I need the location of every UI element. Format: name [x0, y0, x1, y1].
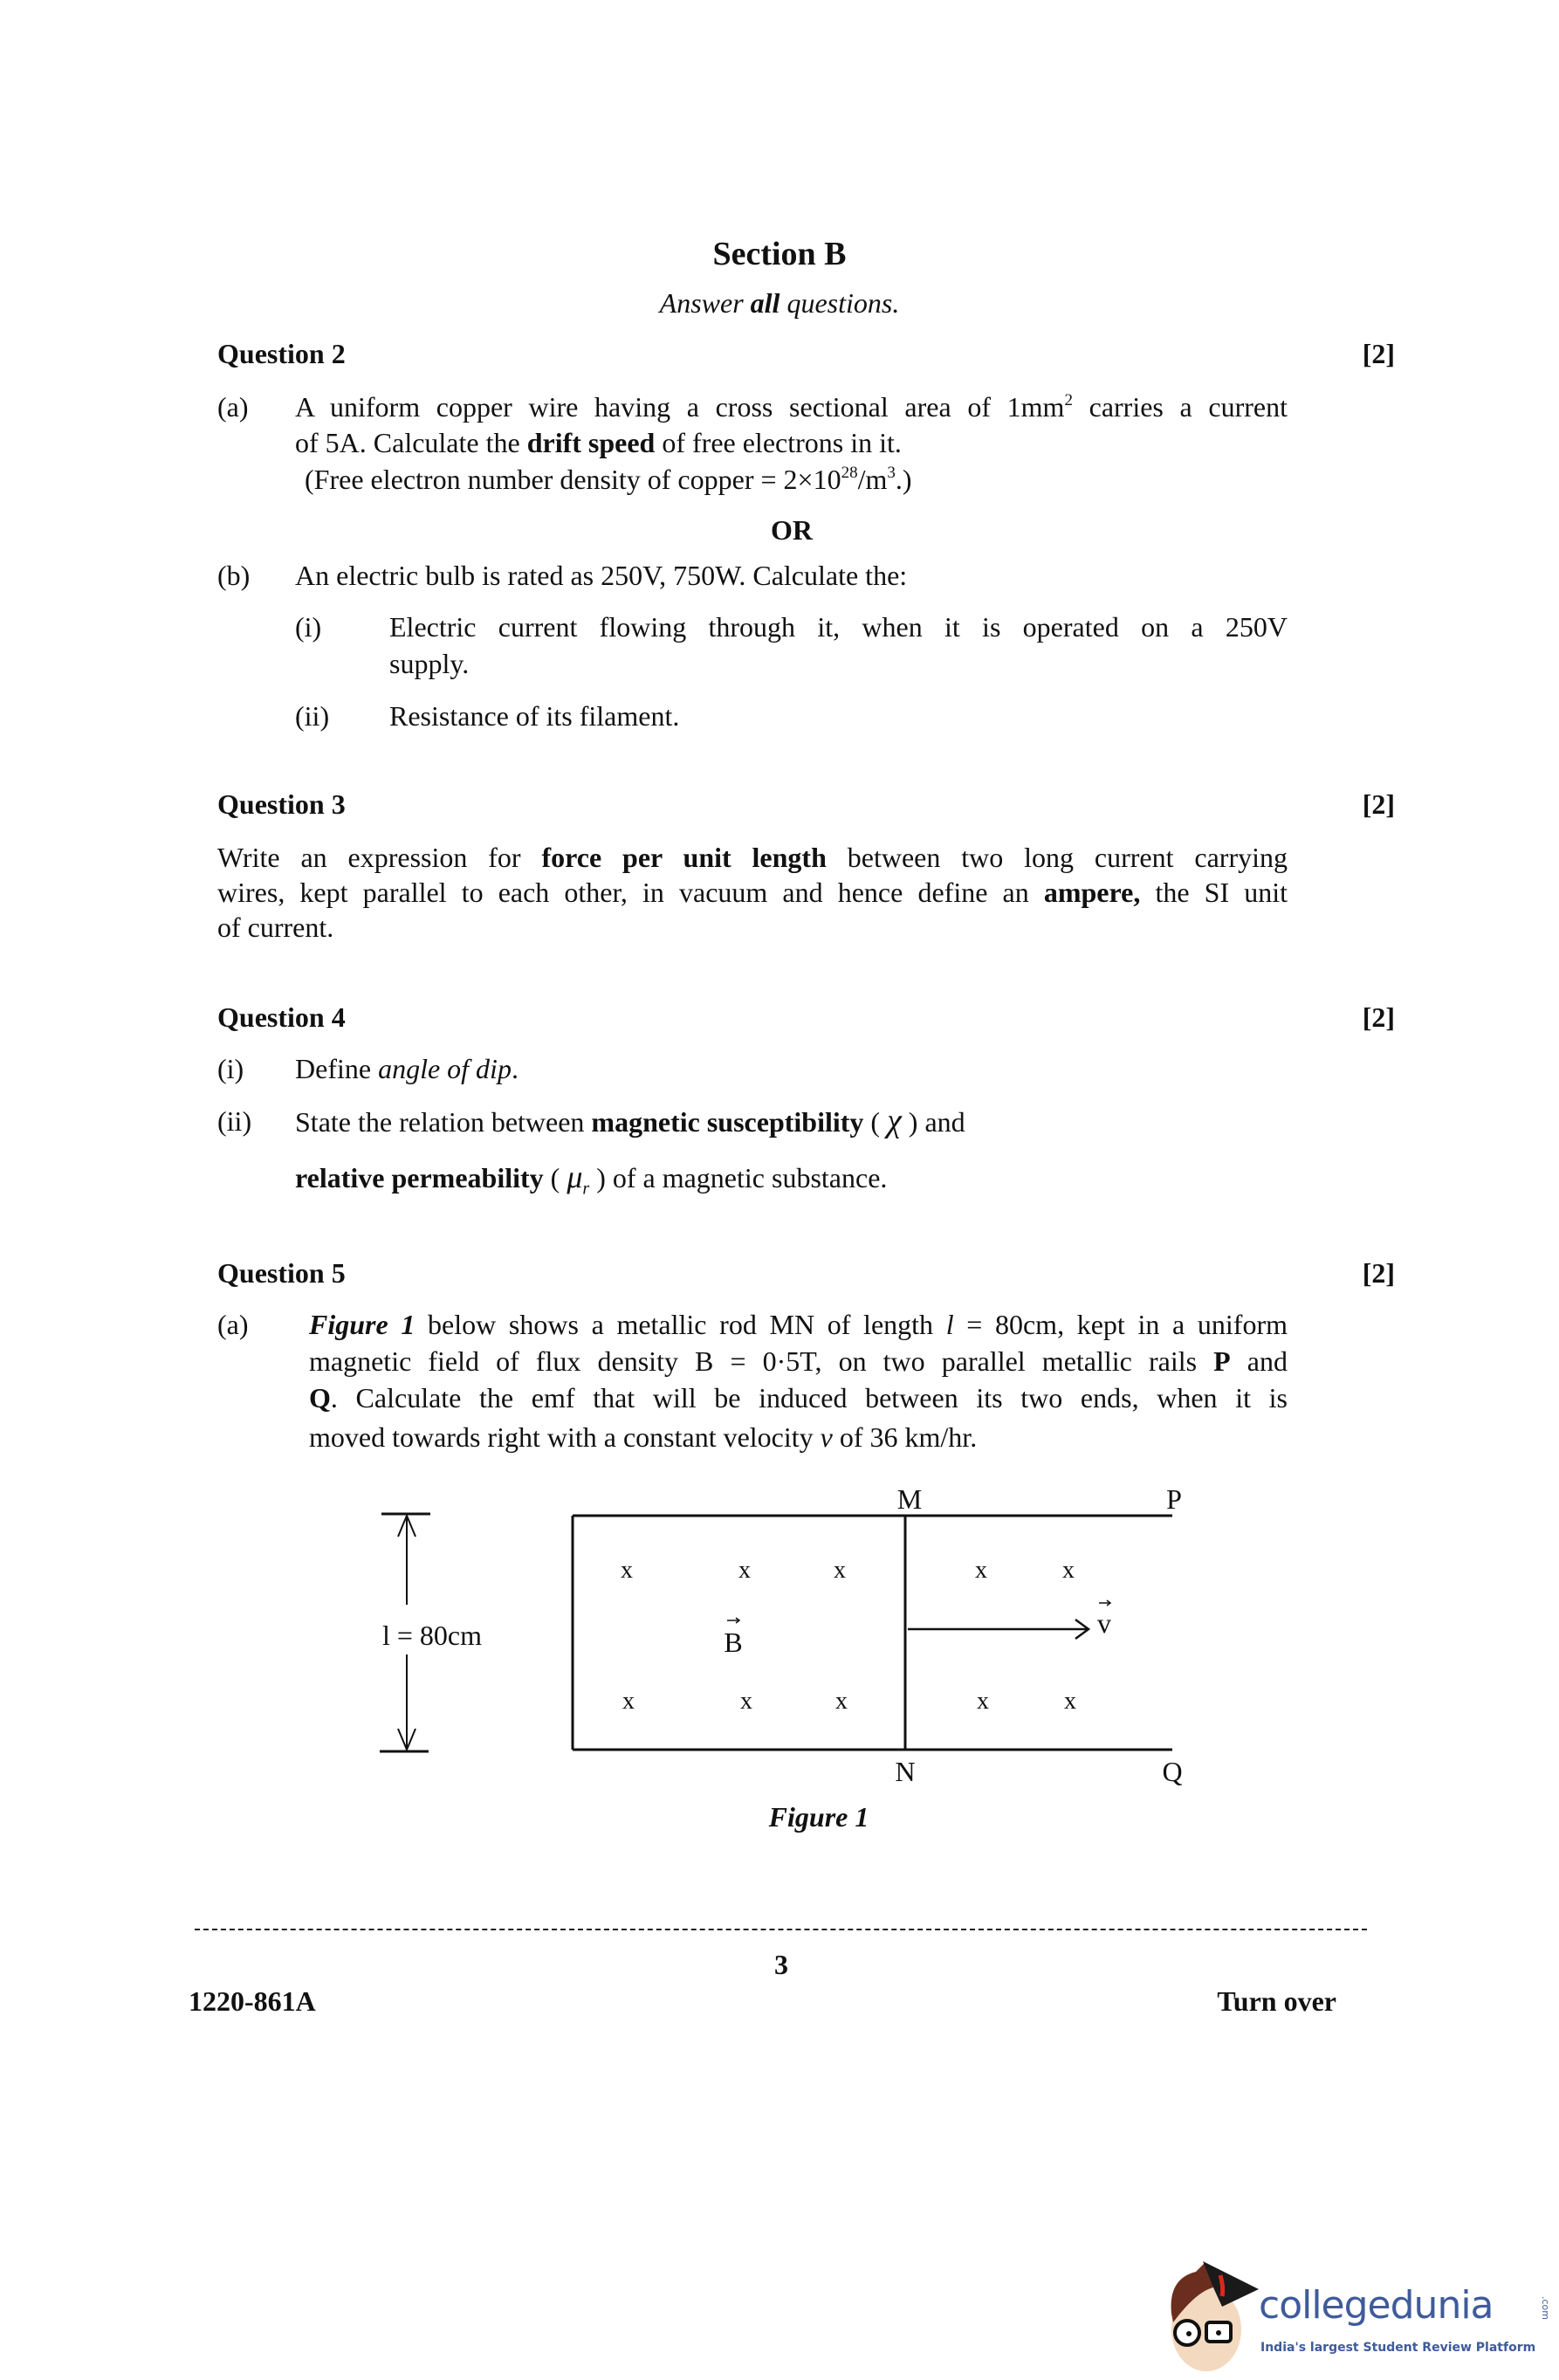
superscript: 3: [887, 464, 896, 482]
chi-symbol: χ: [887, 1103, 902, 1139]
label-m: M: [896, 1483, 923, 1515]
field-vector-arrow-icon: [727, 1618, 739, 1623]
field-mark: x: [835, 1688, 848, 1715]
q2-bii-text: Resistance of its filament.: [389, 700, 680, 732]
text-italic: angle of dip: [378, 1053, 512, 1084]
mu-symbol: μ: [567, 1159, 583, 1194]
question-5-marks: [2]: [1362, 1257, 1395, 1289]
text: (: [863, 1106, 888, 1138]
q2-bii-label: (ii): [295, 700, 330, 732]
question-2-title: Question 2: [217, 338, 346, 369]
text-bold: drift speed: [526, 427, 656, 458]
field-mark: x: [977, 1688, 989, 1715]
field-mark: x: [834, 1557, 846, 1584]
footer-divider: [195, 1929, 1367, 1930]
text: and: [1230, 1345, 1288, 1377]
text: .): [895, 464, 912, 495]
field-mark: x: [1062, 1557, 1075, 1584]
question-3-title: Question 3: [217, 788, 346, 820]
text: Define: [295, 1053, 379, 1084]
velocity-vector-arrow-icon: [1099, 1600, 1110, 1606]
paper-code: 1220-861A: [189, 1985, 316, 2017]
text: A uniform copper wire having a cross sectional area of 1mm: [295, 391, 1065, 423]
text: magnetic field of flux density B = 0·5T, on two parallel metallic rails: [309, 1345, 1214, 1377]
mascot-icon: [1161, 2253, 1266, 2375]
question-2-marks: [2]: [1362, 338, 1395, 369]
superscript: 28: [841, 464, 858, 482]
text-italic: l: [945, 1309, 954, 1340]
figure-ref: Figure 1: [309, 1309, 416, 1340]
text: ) and: [901, 1106, 965, 1138]
text: moved towards right with a constant velocity: [309, 1421, 821, 1453]
q5-a-label: (a): [217, 1309, 249, 1340]
field-mark: x: [1064, 1688, 1076, 1715]
label-p: P: [1166, 1483, 1182, 1515]
instr-pre: Answer: [659, 287, 751, 319]
question-4-marks: [2]: [1362, 1001, 1395, 1033]
q2-bi-label: (i): [295, 611, 322, 643]
field-mark: x: [621, 1557, 633, 1584]
collegedunia-logo: [1161, 2253, 1559, 2380]
text-bold: ampere,: [1043, 877, 1141, 908]
field-mark: x: [738, 1557, 751, 1584]
section-title: Section B: [712, 236, 847, 272]
figure-caption: Figure 1: [768, 1801, 869, 1833]
text: the SI unit: [1140, 877, 1288, 908]
q2-or: OR: [771, 514, 813, 546]
question-4-title: Question 4: [217, 1001, 346, 1033]
text: wires, kept parallel to each other, in vacuum and hence define an: [217, 877, 1044, 908]
q2-bi-line1: Electric current flowing through it, when it is operated on a 250V: [389, 611, 1288, 643]
logo-tld: .com: [1540, 2296, 1551, 2320]
text: .: [511, 1053, 519, 1084]
question-5-title: Question 5: [217, 1257, 346, 1289]
text: /m: [857, 464, 888, 495]
text: of free electrons in it.: [655, 427, 902, 458]
instr-bold: all: [750, 287, 780, 319]
text: Write an expression for: [217, 842, 542, 873]
text-italic: v: [820, 1421, 833, 1453]
logo-wordmark: collegedunia: [1259, 2283, 1494, 2328]
length-label: l = 80cm: [381, 1620, 483, 1651]
turn-over: Turn over: [1217, 1985, 1336, 2017]
subscript: r: [582, 1179, 590, 1199]
text: . Calculate the emf that will be induced between its two ends, when it is: [330, 1382, 1288, 1414]
field-mark: x: [740, 1688, 752, 1715]
text: (Free electron number density of copper = 2×10: [305, 464, 841, 495]
text: between two long current carrying: [826, 842, 1288, 873]
text: of 36 km/hr.: [832, 1421, 978, 1453]
text-bold: Q: [309, 1382, 331, 1414]
q4-i-label: (i): [217, 1053, 244, 1084]
instr-post: questions.: [780, 287, 900, 319]
label-q: Q: [1162, 1756, 1183, 1787]
text: (: [543, 1162, 567, 1193]
q2-b-label: (b): [217, 560, 251, 591]
text-bold: relative permeability: [295, 1162, 544, 1193]
field-mark: x: [622, 1688, 635, 1715]
velocity-label: v: [1097, 1607, 1111, 1639]
superscript: 2: [1064, 391, 1073, 409]
text: ) of a magnetic substance.: [589, 1162, 888, 1193]
q3-line3: of current.: [217, 911, 334, 943]
q4-ii-label: (ii): [217, 1105, 252, 1137]
text: below shows a metallic rod MN of length: [415, 1309, 946, 1340]
logo-tagline: India's largest Student Review Platform: [1260, 2341, 1536, 2355]
text-bold: magnetic susceptibility: [591, 1106, 864, 1138]
field-label: B: [724, 1627, 743, 1658]
text: State the relation between: [295, 1106, 592, 1138]
question-3-marks: [2]: [1362, 788, 1395, 820]
page-number: 3: [774, 1949, 788, 1980]
q2-a-label: (a): [217, 391, 249, 423]
text: carries a current: [1072, 391, 1288, 423]
text: = 80cm, kept in a uniform: [953, 1309, 1288, 1340]
text: of 5A. Calculate the: [295, 427, 527, 458]
label-n: N: [895, 1756, 916, 1787]
q2-bi-line2: supply.: [389, 648, 470, 679]
q2-b-text: An electric bulb is rated as 250V, 750W. Calculate the:: [295, 560, 908, 591]
text-bold: P: [1213, 1345, 1231, 1377]
text-bold: force per unit length: [541, 842, 827, 873]
field-mark: x: [975, 1557, 987, 1584]
